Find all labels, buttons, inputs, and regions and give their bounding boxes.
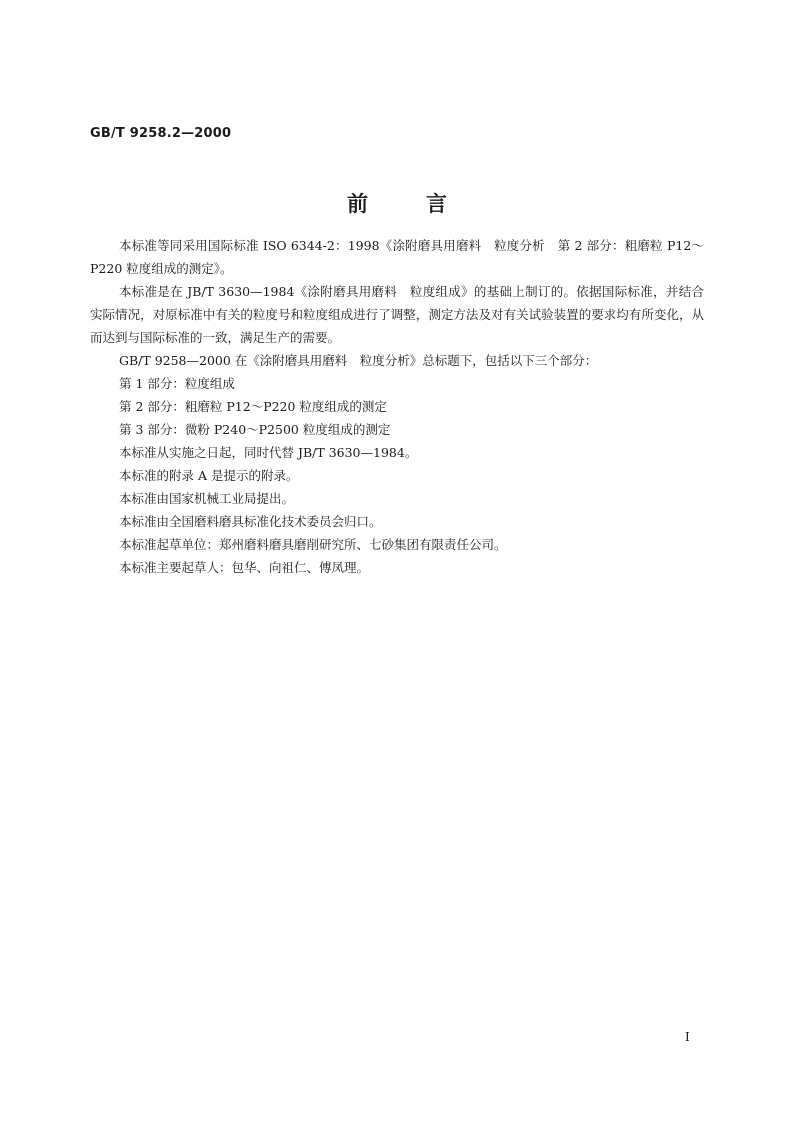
paragraph-series: GB/T 9258—2000 在《涂附磨具用磨料 粒度分析》总标题下，包括以下三个部分： [119, 353, 598, 368]
paragraph-committee: 本标准由全国磨料磨具标准化技术委员会归口。 [119, 514, 382, 529]
paragraph-drafters: 本标准主要起草人：包华、向祖仁、傅凤理。 [119, 560, 370, 575]
list-item-part-1: 第 1 部分：粒度组成 [119, 376, 235, 391]
document-body [90, 234, 704, 579]
list-item-part-3: 第 3 部分：微粉 P240～P2500 粒度组成的测定 [119, 422, 391, 437]
paragraph-basis: 本标准是在 JB/T 3630—1984《涂附磨具用磨料 粒度组成》的基础上制订的。依据国际标准，并结合实际情况，对原标准中有关的粒度号和粒度组成进行了调整，测定方法及对有关试验装置的要求均有所变化，从而达到与国际标准的一致，满足生产的需要。 [90, 284, 704, 345]
paragraph-replacement: 本标准从实施之日起，同时代替 JB/T 3630—1984。 [119, 445, 418, 460]
paragraph-drafting-units: 本标准起草单位：郑州磨料磨具磨削研究所、七砂集团有限责任公司。 [119, 537, 507, 552]
paragraph-appendix: 本标准的附录 A 是提示的附录。 [119, 468, 299, 483]
page-number: I [685, 1030, 690, 1044]
paragraph-proposer: 本标准由国家机械工业局提出。 [119, 491, 295, 506]
list-item-part-2: 第 2 部分：粗磨粒 P12～P220 粒度组成的测定 [119, 399, 387, 414]
standard-code: GB/T 9258.2—2000 [90, 126, 232, 141]
paragraph-adoption: 本标准等同采用国际标准 ISO 6344-2：1998《涂附磨具用磨料 粒度分析 第 2 部分：粗磨粒 P12～P220 粒度组成的测定》。 [90, 238, 704, 276]
page-title: 前言 [347, 192, 505, 216]
